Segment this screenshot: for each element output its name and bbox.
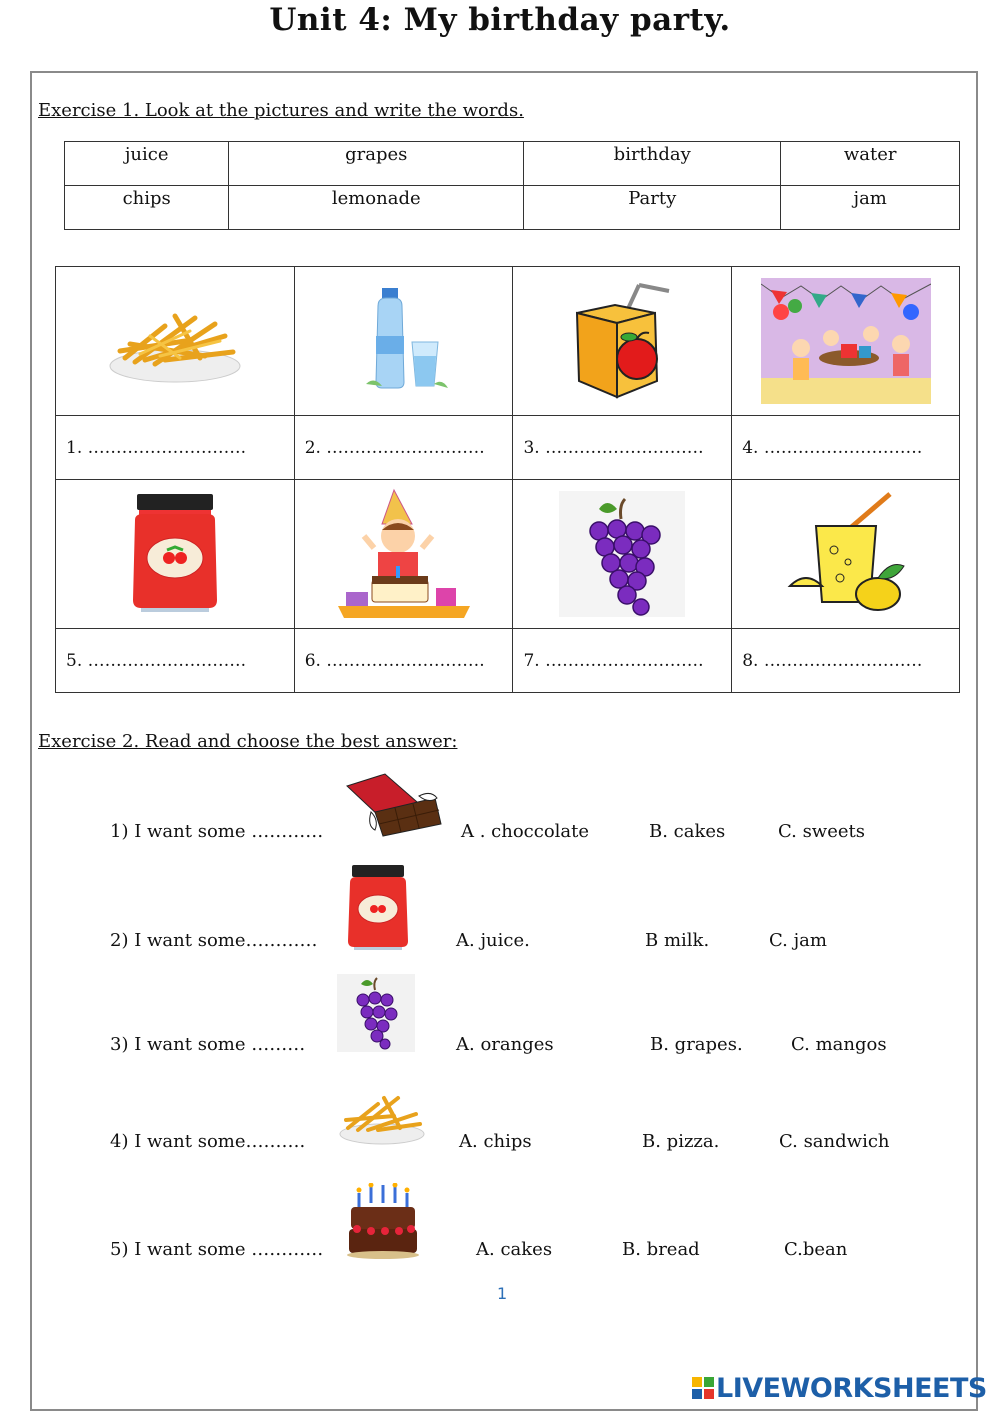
answer-blank[interactable]: 8. ………………………. bbox=[732, 629, 960, 693]
picture-cell bbox=[732, 267, 960, 416]
question-4-option-c[interactable]: C. sandwich bbox=[779, 1131, 890, 1152]
jam-jar-icon bbox=[346, 863, 410, 951]
brand-logo[interactable] bbox=[692, 1373, 987, 1404]
picture-table bbox=[55, 266, 960, 693]
answer-blank[interactable]: 4. ………………………. bbox=[732, 416, 960, 480]
party-icon bbox=[761, 278, 931, 404]
question-1-option-a[interactable]: A . choccolate bbox=[461, 821, 590, 842]
word-bank-table bbox=[64, 141, 960, 230]
question-5-stem: 5) I want some ………… bbox=[110, 1239, 324, 1260]
picture-cell bbox=[513, 480, 732, 629]
table-row bbox=[56, 267, 960, 416]
table-row bbox=[65, 186, 960, 230]
question-2-option-b[interactable]: B milk. bbox=[645, 930, 710, 951]
question-4-option-b[interactable]: B. pizza. bbox=[642, 1131, 720, 1152]
grapes-icon bbox=[337, 974, 415, 1052]
question-5-option-a[interactable]: A. cakes bbox=[476, 1239, 553, 1260]
question-4-stem: 4) I want some………. bbox=[110, 1131, 306, 1152]
brand-name: LIVEWORKSHEETS bbox=[716, 1373, 987, 1404]
question-5-option-b[interactable]: B. bread bbox=[622, 1239, 700, 1260]
question-1-option-c[interactable]: C. sweets bbox=[778, 821, 865, 842]
jam-jar-icon bbox=[125, 492, 225, 616]
picture-cell bbox=[56, 480, 295, 629]
table-row bbox=[56, 629, 960, 693]
cake-icon bbox=[345, 1183, 421, 1259]
picture-cell bbox=[732, 480, 960, 629]
brand-mark-icon bbox=[692, 1377, 714, 1399]
birthday-boy-icon bbox=[334, 488, 474, 620]
question-2-option-c[interactable]: C. jam bbox=[769, 930, 827, 951]
question-3-option-b[interactable]: B. grapes. bbox=[650, 1034, 743, 1055]
question-2-stem: 2) I want some………… bbox=[110, 930, 318, 951]
word-bank-cell: Party bbox=[524, 186, 781, 230]
chocolate-icon bbox=[345, 772, 443, 838]
word-bank-cell: chips bbox=[65, 186, 229, 230]
chips-icon bbox=[105, 296, 245, 386]
picture-cell bbox=[513, 267, 732, 416]
page-title: Unit 4: My birthday party. bbox=[269, 2, 731, 38]
answer-blank[interactable]: 2. ………………………. bbox=[294, 416, 513, 480]
grapes-icon bbox=[559, 491, 685, 617]
juice-box-icon bbox=[567, 281, 677, 401]
answer-blank[interactable]: 3. ………………………. bbox=[513, 416, 732, 480]
picture-cell bbox=[294, 480, 513, 629]
question-3-stem: 3) I want some ……… bbox=[110, 1034, 306, 1055]
question-4-option-a[interactable]: A. chips bbox=[459, 1131, 532, 1152]
exercise2-heading: Exercise 2. Read and choose the best answer: bbox=[38, 731, 458, 752]
question-2-option-a[interactable]: A. juice. bbox=[456, 930, 530, 951]
page-number: 1 bbox=[497, 1284, 508, 1303]
picture-cell bbox=[56, 267, 295, 416]
word-bank-cell: jam bbox=[781, 186, 960, 230]
lemonade-icon bbox=[786, 490, 906, 618]
answer-blank[interactable]: 1. ………………………. bbox=[56, 416, 295, 480]
question-3-option-a[interactable]: A. oranges bbox=[456, 1034, 554, 1055]
picture-cell bbox=[294, 267, 513, 416]
chips-icon bbox=[338, 1086, 426, 1146]
answer-blank[interactable]: 5. ………………………. bbox=[56, 629, 295, 693]
word-bank-cell: birthday bbox=[524, 142, 781, 186]
table-row bbox=[56, 416, 960, 480]
word-bank-cell: juice bbox=[65, 142, 229, 186]
answer-blank[interactable]: 6. ………………………. bbox=[294, 629, 513, 693]
word-bank-cell: grapes bbox=[229, 142, 524, 186]
answer-blank[interactable]: 7. ………………………. bbox=[513, 629, 732, 693]
word-bank-cell: water bbox=[781, 142, 960, 186]
table-row bbox=[65, 142, 960, 186]
question-3-option-c[interactable]: C. mangos bbox=[791, 1034, 887, 1055]
exercise1-heading: Exercise 1. Look at the pictures and write the words. bbox=[38, 100, 524, 121]
water-bottle-icon bbox=[354, 286, 454, 396]
word-bank-cell: lemonade bbox=[229, 186, 524, 230]
question-1-stem: 1) I want some ………… bbox=[110, 821, 324, 842]
question-1-option-b[interactable]: B. cakes bbox=[649, 821, 726, 842]
question-5-option-c[interactable]: C.bean bbox=[784, 1239, 848, 1260]
table-row bbox=[56, 480, 960, 629]
